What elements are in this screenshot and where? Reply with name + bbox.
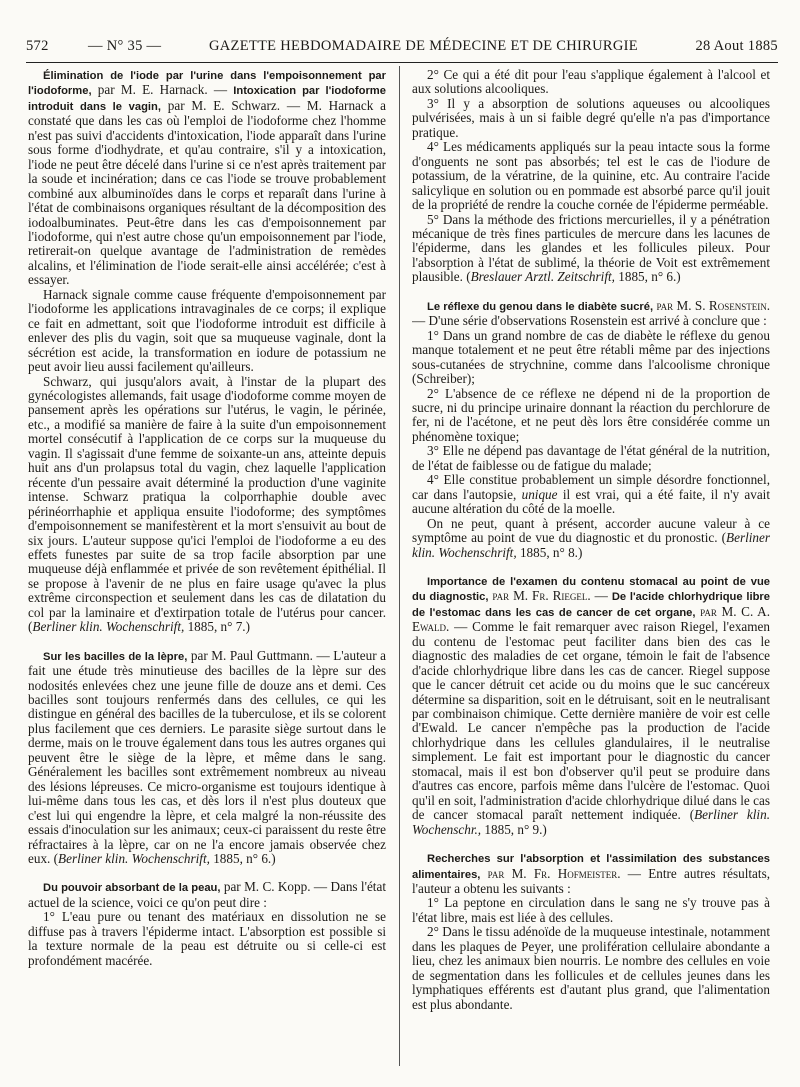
article-estomac bbox=[412, 574, 770, 837]
article-peau bbox=[28, 880, 386, 910]
paragraph-text: Schwarz, qui jusqu'alors avait, à l'instar de la plupart des gynécologistes allemands, fait usage d'iodoforme comme moyen de pansement après les opérations sur l'utérus, le vagin, le périnée, etc., a modifié sa manière de faire à la suite d'un empoisonnement mortel consécutif à l'application de ce corps sur la muqueuse du vagin. Il s'agissait d'une femme de soixante-un ans, atteinte depuis huit ans d'un prolapsus total du vagin, chez laquelle l'application récente d'un pessaire avait déterminé la production d'une vaginite intense. Schwarz pratiqua la colporrhaphie double avec périnéorrhaphie et appliqua ensuite l'iodoforme; des symptômes d'empoisonnement se manifestèrent et la mort s'ensuivit au bout de six jours. L'auteur suppose qu'ici l'emploi de l'iodoforme a eu des effets funestes par suite de sa trop facile absorption par une muqueuse déjà enflammée et privée de son revêtement épithélial. Il se propose à l'avenir de ne plus en faire usage qu'avec la plus extrême circonspection et seulement dans les cas de dilatation du col par la laminaire et d'extirpation totale de l'utérus pour cancer. ( bbox=[28, 373, 386, 635]
article-title: Du pouvoir absorbant de la peau, bbox=[43, 882, 221, 895]
list-item: 2° L'absence de ce réflexe ne dépend ni de la proportion de sucre, ni du principe urinaire donnant la réaction du perchlorure de fer, ni de l'acétone, et ne peut dès lors être considérée comme un phénomène toxique; bbox=[412, 385, 770, 444]
article-author: par M. S. Rosenstein. — bbox=[412, 297, 770, 329]
article-iodoform bbox=[28, 68, 386, 288]
citation-end: 1885, n° 9.) bbox=[481, 821, 547, 837]
citation: Berliner klin. Wochenschrift, bbox=[412, 530, 770, 560]
citation-end: 1885, n° 6.) bbox=[614, 269, 681, 285]
list-item: 2° Dans le tissu adénoïde de la muqueuse intestinale, notamment dans les plaques de Peyer, une prolifération cellulaire abondante a lieu, chez les animaux bien nourris. Le nombre des cellules en voie de segmentation dans les follicules et de cellules jeunes dans les lymphatiques efférents est d'autant plus grand, que l'alimentation est plus abondante. bbox=[412, 924, 770, 1012]
header-rule bbox=[26, 62, 778, 63]
article-reflexe bbox=[412, 299, 770, 329]
citation: Berliner klin. Wochenschrift, bbox=[58, 851, 210, 867]
article-author: par M. Fr. Hofmeister. — bbox=[480, 865, 649, 881]
list-item: 3° Elle ne dépend pas davantage de l'état général de la nutrition, de l'état de faiblesse ou de fatigue du malade; bbox=[412, 443, 770, 473]
right-column bbox=[412, 68, 770, 1080]
running-header bbox=[26, 38, 778, 60]
article-lepre bbox=[28, 649, 386, 867]
article-title: Élimination de l'iode par l'urine dans l'empoisonnement par l'iodoforme, bbox=[28, 70, 386, 98]
column-divider bbox=[399, 66, 400, 1066]
citation: Berliner klin. Wochenschrift, bbox=[32, 619, 185, 635]
issue-date: 28 Aout 1885 bbox=[695, 38, 778, 54]
paragraph-text: Entre autres résultats, l'auteur a obtenu les suivants : bbox=[412, 865, 770, 897]
list-item: 4° Les médicaments appliqués sur la peau intacte sous la forme d'onguents ne sont pas absorbés; tel est le cas de l'iodure de potassium, de la vératrine, de la quinine, etc. Au contraire l'acide salicylique en solution ou en pommade est absorbé parce qu'il jouit de la propriété de rendre la couche cornée de l'épiderme perméable. bbox=[412, 139, 770, 213]
list-item bbox=[412, 473, 770, 516]
article-title: Intoxication par l'iodoforme introduit dans le vagin, bbox=[28, 85, 386, 113]
paragraph-text: L'auteur a fait une étude très minutieuse des bacilles de la lèpre sur des nodosités enlevées chez une jeune fille de douze ans et demi. Ces bacilles sont toujours renfermés dans des cellules, ce qui les distingue en général des bacilles de la tuberculose, et ils se colorent plus facilement que ces derniers. Le parasite siège surtout dans le derme, mais on le trouve également dans tous les autres organes qui peuvent être le siège de la lèpre, et même dans le sang. Généralement les bacilles sont extrêmement nombreux au niveau des lésions lépreuses. Ce micro-organisme est toujours identique à lui-même dans tous les cas, et dès lors il n'est plus douteux que c'est lui qui engendre la lèpre, et cela malgré la non-réussite des essais d'inoculation sur les animaux; ceux-ci paraissent du reste être réfractaires à la lèpre, car on ne l'a encore jamais observée chez eux. ( bbox=[28, 647, 386, 867]
list-item: 1° La peptone en circulation dans le sang ne s'y trouve pas à l'état libre, mais est liée à des cellules. bbox=[412, 895, 770, 925]
article-title: De l'acide chlorhydrique libre de l'estomac dans les cas de cancer de cet organe, bbox=[412, 591, 770, 619]
list-item: 1° Dans un grand nombre de cas de diabète le réflexe du genou manque totalement et ne peut être rétabli même par des injections sous-cutanées de strychnine, comme dans l'alcoolisme chronique (Schreiber); bbox=[412, 327, 770, 387]
paragraph-text: 5° Dans la méthode des frictions mercurielles, il y a pénétration mécanique de très fines particules de mercure dans les lacunes de l'épiderme, dans les glandes et les follicules pileux. Pour l'absorption à l'état de sublimé, la théorie de Voit est extrêmement plausible. ( bbox=[412, 211, 770, 285]
citation-end: 1885, n° 8.) bbox=[516, 544, 583, 560]
article-author: par M. E. Harnack. — bbox=[91, 82, 234, 98]
article-title: Sur les bacilles de la lèpre, bbox=[43, 650, 188, 663]
paragraph: M. Harnack a constaté que dans les cas où l'emploi de l'iodoforme chez l'homme n'est pas suivi d'accidents d'intoxication, l'iode apparaît dans l'urine sous forme d'iodhydrate, et qu'au contraire, s'il y a intoxication, l'iode ne peut être décelé dans l'urine si ce n'est après traitement par la soude et incinération; dans ce cas l'iode se trouve probablement combiné aux albuminoïdes dans le corps et reparaît dans l'urine à l'état de combinaisons organiques résultant de la décomposition des iodoalbuminates. Peut-être dans les cas d'empoisonnement par l'iodoforme, qui n'est autre chose qu'un empoisonnement par l'iode, retirerait-on quelque avantage de l'administration de remèdes alcalins, et l'élimination de l'iode serait-elle ainsi accélérée; c'est à essayer. bbox=[28, 97, 386, 288]
list-item bbox=[412, 213, 770, 285]
article-title: Le réflexe du genou dans le diabète sucré, bbox=[427, 300, 654, 313]
citation: Breslauer Arztl. Zeitschrift, bbox=[470, 269, 615, 285]
citation: Berliner klin. Wochenschr., bbox=[412, 807, 770, 837]
paragraph-text: On ne peut, quant à présent, accorder aucune valeur à ce symptôme au point de vue du diagnostic et du pronostic. ( bbox=[412, 515, 770, 546]
issue-number: — N° 35 — bbox=[88, 38, 162, 54]
paragraph bbox=[28, 375, 386, 635]
article-absorption bbox=[412, 851, 770, 896]
paragraph-text: 4° Elle constitue probablement un simple désordre fonctionnel, car dans l'autopsie, bbox=[412, 472, 770, 502]
emphasis: unique bbox=[521, 486, 558, 502]
article-author: par M. Paul Guttmann. — bbox=[187, 647, 334, 663]
paragraph bbox=[412, 517, 770, 560]
article-author: par M. Fr. Riegel. — bbox=[488, 588, 612, 604]
list-item: 2° Ce qui a été dit pour l'eau s'applique également à l'alcool et aux solutions alcooliques. bbox=[412, 68, 770, 97]
citation-end: 1885, n° 6.) bbox=[209, 851, 276, 867]
paragraph-text: D'une série d'observations Rosenstein est arrivé à conclure que : bbox=[428, 313, 767, 329]
article-author: par M. E. Schwarz. — bbox=[160, 97, 307, 113]
article-title: Importance de l'examen du contenu stomacal au point de vue du diagnostic, bbox=[412, 575, 770, 604]
list-item: 3° Il y a absorption de solutions aqueuses ou alcooliques pulvérisées, mais à un si faible degré qu'elle n'a pas d'importance pratique. bbox=[412, 95, 770, 140]
paragraph-text: Dans l'état actuel de la science, voici ce qu'on peut dire : bbox=[28, 879, 386, 910]
page-number: 572 bbox=[26, 38, 49, 54]
article-author: par M. C. A. Ewald. — bbox=[412, 603, 770, 635]
list-item: 1° L'eau pure ou tenant des matériaux en dissolution ne se diffuse pas à travers l'épiderme intact. L'absorption est possible si la texture normale de la peau est détruite ou si celle-ci est profondément macérée. bbox=[28, 909, 386, 968]
article-author: par M. C. Kopp. — bbox=[220, 879, 331, 895]
paragraph: Harnack signale comme cause fréquente d'empoisonnement par l'iodoforme les applications intravaginales de ce corps; il explique ce fait en admettant, soit que l'iodoforme introduit est difficile à enlever des plis du vagin, soit que sa muqueuse vaginale, dont la sécrétion est acide, la transformation en iodure de potassium ne peut avoir lieu aussi facilement qu'ailleurs. bbox=[28, 286, 386, 375]
article-title: Recherches sur l'absorption et l'assimilation des substances alimentaires, bbox=[412, 853, 770, 881]
journal-title: GAZETTE HEBDOMADAIRE DE MÉDECINE ET DE CHIRURGIE bbox=[209, 38, 638, 54]
paragraph-text: il est vrai, qui a été faite, il n'y avait aucune altération du côté de la moelle. bbox=[412, 486, 770, 517]
paragraph-text: Comme le fait remarquer avec raison Riegel, l'examen du contenu de l'estomac peut faciliter dans bien des cas le diagnostic des maladies de cet organe, témoin le fait de l'absence d'acide chlorhydrique libre dans les cas de cancer. Riegel suppose que le cancer détruit cet acide ou du moins que le suc cancéreux détermine sa disparition, soit en le détruisant, soit en le neutralisant par combinaison chimique. Cette dernière manière de voir est celle d'Ewald. Le cancer n'empêche pas la production de l'acide chlorhydrique dans les cellules glandulaires, il le neutralise simplement. Le fait est important pour le diagnostic du cancer stomacal, mais il est bon d'observer qu'il peut se produire dans d'autres cas encore, parfois même dans l'ulcère de l'estomac. Quoi qu'il en soit, l'administration d'acide chlorhydrique dilué dans le cas de cancer stomacal paraît nettement indiquée. ( bbox=[412, 619, 770, 823]
citation-end: 1885, n° 7.) bbox=[184, 619, 250, 635]
left-column bbox=[28, 68, 386, 1080]
